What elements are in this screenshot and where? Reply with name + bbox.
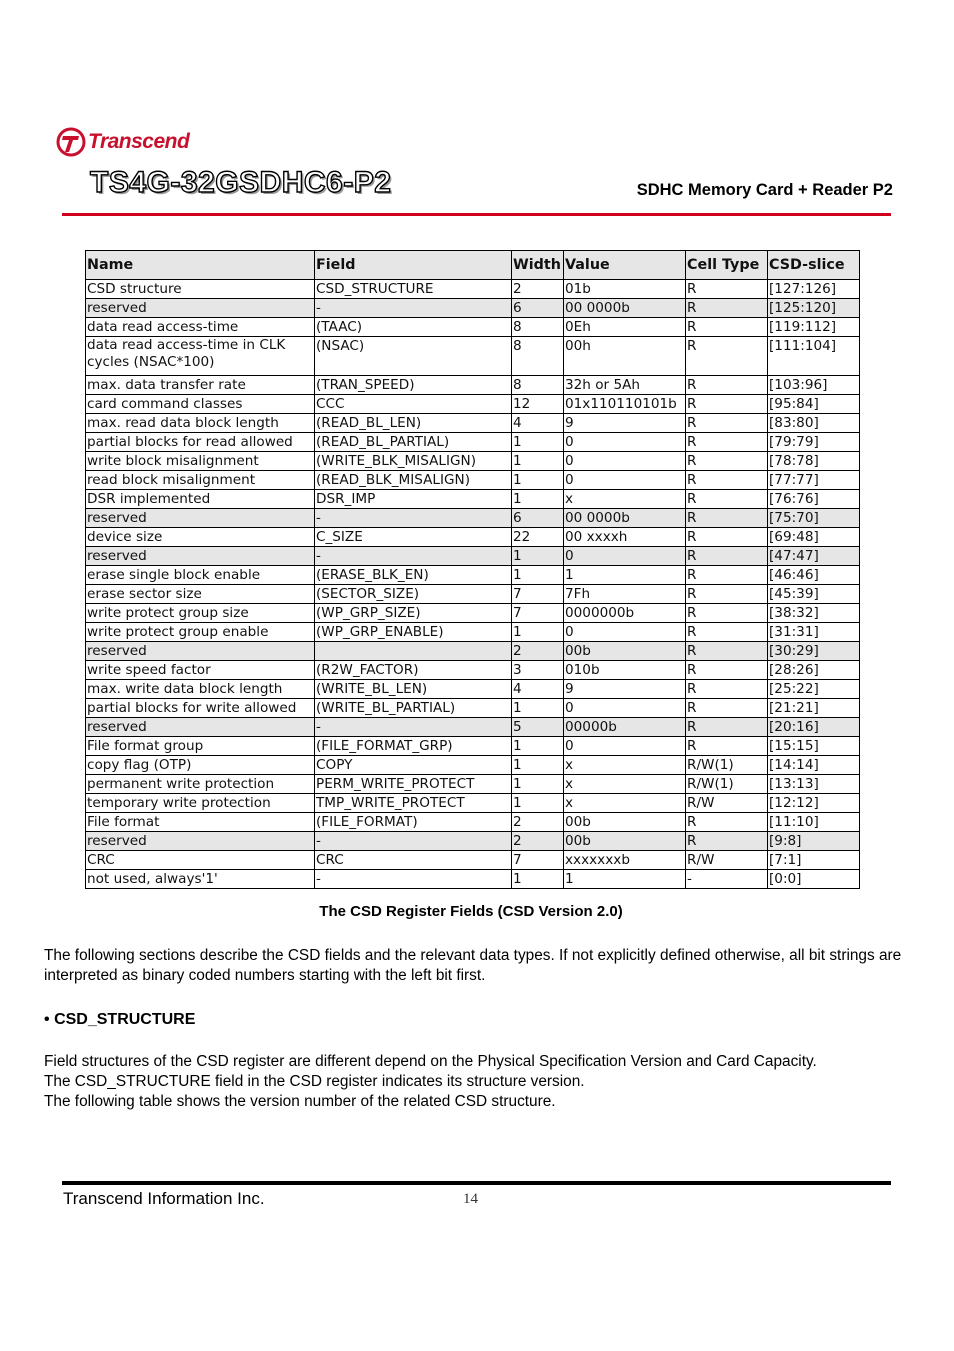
cell-width: 1 <box>512 490 564 509</box>
cell-type: R <box>686 737 768 756</box>
cell-value: 0 <box>564 699 686 718</box>
table-row <box>86 318 860 337</box>
cell-type: R <box>686 661 768 680</box>
cell-value: 0 <box>564 623 686 642</box>
column-header: Width <box>512 251 564 280</box>
table-row <box>86 756 860 775</box>
brand-name: Transcend <box>88 130 190 153</box>
table-row <box>86 433 860 452</box>
cell-field: - <box>315 509 512 528</box>
cell-csd-slice: [28:26] <box>768 661 860 680</box>
cell-csd-slice: [12:12] <box>768 794 860 813</box>
cell-width: 7 <box>512 851 564 870</box>
cell-width: 2 <box>512 280 564 299</box>
cell-csd-slice: [79:79] <box>768 433 860 452</box>
cell-csd-slice: [46:46] <box>768 566 860 585</box>
table-row <box>86 376 860 395</box>
cell-value: 32h or 5Ah <box>564 376 686 395</box>
table-row <box>86 490 860 509</box>
cell-value: 00 0000b <box>564 509 686 528</box>
cell-field: (READ_BL_PARTIAL) <box>315 433 512 452</box>
cell-width: 1 <box>512 756 564 775</box>
table-row <box>86 870 860 889</box>
cell-csd-slice: [38:32] <box>768 604 860 623</box>
cell-type: - <box>686 870 768 889</box>
cell-type: R/W(1) <box>686 756 768 775</box>
cell-type: R <box>686 718 768 737</box>
cell-width: 8 <box>512 337 564 376</box>
cell-field: - <box>315 832 512 851</box>
cell-type: R <box>686 813 768 832</box>
cell-field: - <box>315 870 512 889</box>
cell-value: 00b <box>564 813 686 832</box>
cell-csd-slice: [20:16] <box>768 718 860 737</box>
cell-value: 0 <box>564 433 686 452</box>
cell-type: R <box>686 376 768 395</box>
cell-width: 4 <box>512 414 564 433</box>
cell-width: 1 <box>512 433 564 452</box>
cell-name: write protect group enable <box>86 623 315 642</box>
bullet-glyph: • <box>44 1011 50 1028</box>
cell-value: 9 <box>564 414 686 433</box>
cell-type: R/W(1) <box>686 775 768 794</box>
cell-value: x <box>564 794 686 813</box>
cell-csd-slice: [25:22] <box>768 680 860 699</box>
cell-width: 3 <box>512 661 564 680</box>
cell-type: R <box>686 471 768 490</box>
cell-type: R <box>686 832 768 851</box>
cell-width: 22 <box>512 528 564 547</box>
cell-field: TMP_WRITE_PROTECT <box>315 794 512 813</box>
cell-csd-slice: [14:14] <box>768 756 860 775</box>
page-number: 14 <box>463 1191 478 1207</box>
table-row <box>86 585 860 604</box>
table-row <box>86 699 860 718</box>
table-row <box>86 775 860 794</box>
cell-name: device size <box>86 528 315 547</box>
cell-csd-slice: [103:96] <box>768 376 860 395</box>
cell-csd-slice: [125:120] <box>768 299 860 318</box>
footer-divider <box>62 1181 891 1185</box>
cell-width: 2 <box>512 813 564 832</box>
cell-field: - <box>315 718 512 737</box>
cell-field: C_SIZE <box>315 528 512 547</box>
table-row <box>86 813 860 832</box>
cell-value: xxxxxxxb <box>564 851 686 870</box>
table-row <box>86 642 860 661</box>
cell-csd-slice: [95:84] <box>768 395 860 414</box>
column-header: CSD-slice <box>768 251 860 280</box>
cell-name: erase single block enable <box>86 566 315 585</box>
cell-type: R <box>686 642 768 661</box>
table-row <box>86 471 860 490</box>
cell-type: R <box>686 585 768 604</box>
column-header: Cell Type <box>686 251 768 280</box>
transcend-logo-icon <box>56 127 86 157</box>
section-line: The CSD_STRUCTURE field in the CSD register indicates its structure version. <box>44 1073 585 1090</box>
cell-csd-slice: [45:39] <box>768 585 860 604</box>
table-row <box>86 566 860 585</box>
cell-width: 1 <box>512 452 564 471</box>
cell-value: 0 <box>564 452 686 471</box>
cell-type: R <box>686 414 768 433</box>
cell-field: (ERASE_BLK_EN) <box>315 566 512 585</box>
cell-csd-slice: [119:112] <box>768 318 860 337</box>
cell-type: R <box>686 490 768 509</box>
cell-value: 00 xxxxh <box>564 528 686 547</box>
table-row <box>86 280 860 299</box>
cell-name: read block misalignment <box>86 471 315 490</box>
cell-name: partial blocks for write allowed <box>86 699 315 718</box>
cell-name: partial blocks for read allowed <box>86 433 315 452</box>
brand-logo <box>56 127 189 157</box>
table-row <box>86 737 860 756</box>
cell-field: DSR_IMP <box>315 490 512 509</box>
cell-width: 1 <box>512 623 564 642</box>
cell-width: 2 <box>512 642 564 661</box>
cell-field: - <box>315 299 512 318</box>
cell-name: CRC <box>86 851 315 870</box>
cell-width: 4 <box>512 680 564 699</box>
cell-csd-slice: [9:8] <box>768 832 860 851</box>
cell-field: (NSAC) <box>315 337 512 376</box>
table-row <box>86 337 860 376</box>
cell-type: R <box>686 433 768 452</box>
section-paragraph <box>44 1052 864 1112</box>
cell-value: 1 <box>564 870 686 889</box>
cell-field: (TRAN_SPEED) <box>315 376 512 395</box>
cell-name: reserved <box>86 642 315 661</box>
cell-name: CSD structure <box>86 280 315 299</box>
cell-name: not used, always'1' <box>86 870 315 889</box>
cell-name: permanent write protection <box>86 775 315 794</box>
cell-type: R <box>686 280 768 299</box>
table-row <box>86 528 860 547</box>
table-row <box>86 395 860 414</box>
footer-company: Transcend Information Inc. <box>63 1189 265 1208</box>
cell-width: 1 <box>512 471 564 490</box>
cell-field: (READ_BL_LEN) <box>315 414 512 433</box>
cell-width: 1 <box>512 794 564 813</box>
cell-width: 7 <box>512 585 564 604</box>
cell-value: 00 0000b <box>564 299 686 318</box>
cell-value: 9 <box>564 680 686 699</box>
cell-value: x <box>564 490 686 509</box>
cell-field: (TAAC) <box>315 318 512 337</box>
cell-csd-slice: [78:78] <box>768 452 860 471</box>
cell-name: max. read data block length <box>86 414 315 433</box>
cell-width: 2 <box>512 832 564 851</box>
cell-field: CRC <box>315 851 512 870</box>
cell-value: 00h <box>564 337 686 376</box>
cell-width: 5 <box>512 718 564 737</box>
csd-register-table <box>85 250 860 889</box>
cell-name: reserved <box>86 299 315 318</box>
cell-name: data read access-time <box>86 318 315 337</box>
cell-type: R <box>686 452 768 471</box>
cell-csd-slice: [83:80] <box>768 414 860 433</box>
intro-paragraph: The following sections describe the CSD fields and the relevant data types. If not explicitly defined otherwise, all bit strings are interpreted as binary coded numbers starting with the left bit first. <box>44 947 902 984</box>
cell-field: (WP_GRP_ENABLE) <box>315 623 512 642</box>
cell-name: write block misalignment <box>86 452 315 471</box>
cell-field: - <box>315 547 512 566</box>
cell-name: reserved <box>86 718 315 737</box>
cell-name: write protect group size <box>86 604 315 623</box>
table-row <box>86 794 860 813</box>
cell-field: CSD_STRUCTURE <box>315 280 512 299</box>
cell-value: 7Fh <box>564 585 686 604</box>
cell-type: R/W <box>686 794 768 813</box>
cell-field: PERM_WRITE_PROTECT <box>315 775 512 794</box>
table-row <box>86 680 860 699</box>
cell-name: File format group <box>86 737 315 756</box>
cell-value: 0 <box>564 737 686 756</box>
cell-name: reserved <box>86 547 315 566</box>
column-header: Field <box>315 251 512 280</box>
model-title: TS4G-32GSDHC6-P2 <box>90 166 392 199</box>
cell-csd-slice: [75:70] <box>768 509 860 528</box>
cell-type: R/W <box>686 851 768 870</box>
table-row <box>86 452 860 471</box>
cell-name: write speed factor <box>86 661 315 680</box>
cell-value: 01b <box>564 280 686 299</box>
cell-width: 1 <box>512 699 564 718</box>
cell-csd-slice: [21:21] <box>768 699 860 718</box>
table-row <box>86 604 860 623</box>
cell-csd-slice: [127:126] <box>768 280 860 299</box>
section-line: The following table shows the version number of the related CSD structure. <box>44 1093 556 1110</box>
cell-csd-slice: [13:13] <box>768 775 860 794</box>
cell-csd-slice: [77:77] <box>768 471 860 490</box>
cell-value: 010b <box>564 661 686 680</box>
cell-csd-slice: [69:48] <box>768 528 860 547</box>
cell-width: 1 <box>512 870 564 889</box>
cell-type: R <box>686 528 768 547</box>
cell-name: DSR implemented <box>86 490 315 509</box>
cell-type: R <box>686 299 768 318</box>
cell-type: R <box>686 566 768 585</box>
cell-value: 0 <box>564 547 686 566</box>
cell-width: 1 <box>512 775 564 794</box>
cell-csd-slice: [31:31] <box>768 623 860 642</box>
table-row <box>86 832 860 851</box>
cell-field: (READ_BLK_MISALIGN) <box>315 471 512 490</box>
cell-type: R <box>686 547 768 566</box>
cell-type: R <box>686 318 768 337</box>
cell-name: data read access-time in CLK cycles (NSAC*100) <box>86 337 315 376</box>
table-row <box>86 509 860 528</box>
section-heading-text: CSD_STRUCTURE <box>54 1011 196 1028</box>
cell-field: (SECTOR_SIZE) <box>315 585 512 604</box>
cell-csd-slice: [47:47] <box>768 547 860 566</box>
cell-value: 0 <box>564 471 686 490</box>
table-row <box>86 623 860 642</box>
cell-csd-slice: [111:104] <box>768 337 860 376</box>
cell-value: 0000000b <box>564 604 686 623</box>
cell-type: R <box>686 604 768 623</box>
cell-field: (FILE_FORMAT) <box>315 813 512 832</box>
cell-width: 6 <box>512 509 564 528</box>
cell-name: File format <box>86 813 315 832</box>
cell-field: CCC <box>315 395 512 414</box>
cell-type: R <box>686 395 768 414</box>
table-row <box>86 414 860 433</box>
cell-field: (WRITE_BLK_MISALIGN) <box>315 452 512 471</box>
cell-name: card command classes <box>86 395 315 414</box>
cell-name: max. data transfer rate <box>86 376 315 395</box>
cell-field: (FILE_FORMAT_GRP) <box>315 737 512 756</box>
table-row <box>86 718 860 737</box>
cell-width: 1 <box>512 737 564 756</box>
cell-name: max. write data block length <box>86 680 315 699</box>
section-line: Field structures of the CSD register are different depend on the Physical Specification Version and Card Capacity. <box>44 1053 817 1070</box>
cell-name: copy flag (OTP) <box>86 756 315 775</box>
cell-csd-slice: [76:76] <box>768 490 860 509</box>
cell-width: 8 <box>512 318 564 337</box>
cell-value: x <box>564 756 686 775</box>
cell-csd-slice: [30:29] <box>768 642 860 661</box>
cell-csd-slice: [11:10] <box>768 813 860 832</box>
cell-value: 00b <box>564 642 686 661</box>
section-heading <box>44 1011 195 1029</box>
cell-width: 12 <box>512 395 564 414</box>
cell-csd-slice: [7:1] <box>768 851 860 870</box>
table-row <box>86 851 860 870</box>
cell-value: 1 <box>564 566 686 585</box>
cell-csd-slice: [15:15] <box>768 737 860 756</box>
cell-value: 0Eh <box>564 318 686 337</box>
header-divider <box>62 213 891 216</box>
cell-field: (R2W_FACTOR) <box>315 661 512 680</box>
cell-value: 00b <box>564 832 686 851</box>
cell-type: R <box>686 699 768 718</box>
table-header-row <box>86 251 860 280</box>
cell-value: 01x110110101b <box>564 395 686 414</box>
cell-field <box>315 642 512 661</box>
cell-name: erase sector size <box>86 585 315 604</box>
cell-type: R <box>686 509 768 528</box>
cell-type: R <box>686 680 768 699</box>
cell-type: R <box>686 337 768 376</box>
table-row <box>86 299 860 318</box>
table-caption: The CSD Register Fields (CSD Version 2.0) <box>319 903 623 920</box>
table-row <box>86 661 860 680</box>
cell-value: 00000b <box>564 718 686 737</box>
cell-type: R <box>686 623 768 642</box>
cell-csd-slice: [0:0] <box>768 870 860 889</box>
cell-field: (WRITE_BL_PARTIAL) <box>315 699 512 718</box>
cell-name: temporary write protection <box>86 794 315 813</box>
cell-width: 1 <box>512 566 564 585</box>
cell-name: reserved <box>86 509 315 528</box>
cell-name: reserved <box>86 832 315 851</box>
cell-value: x <box>564 775 686 794</box>
cell-field: COPY <box>315 756 512 775</box>
cell-width: 6 <box>512 299 564 318</box>
cell-field: (WRITE_BL_LEN) <box>315 680 512 699</box>
column-header: Value <box>564 251 686 280</box>
cell-field: (WP_GRP_SIZE) <box>315 604 512 623</box>
column-header: Name <box>86 251 315 280</box>
cell-width: 7 <box>512 604 564 623</box>
document-subtitle: SDHC Memory Card + Reader P2 <box>636 181 893 199</box>
cell-width: 1 <box>512 547 564 566</box>
cell-width: 8 <box>512 376 564 395</box>
table-row <box>86 547 860 566</box>
